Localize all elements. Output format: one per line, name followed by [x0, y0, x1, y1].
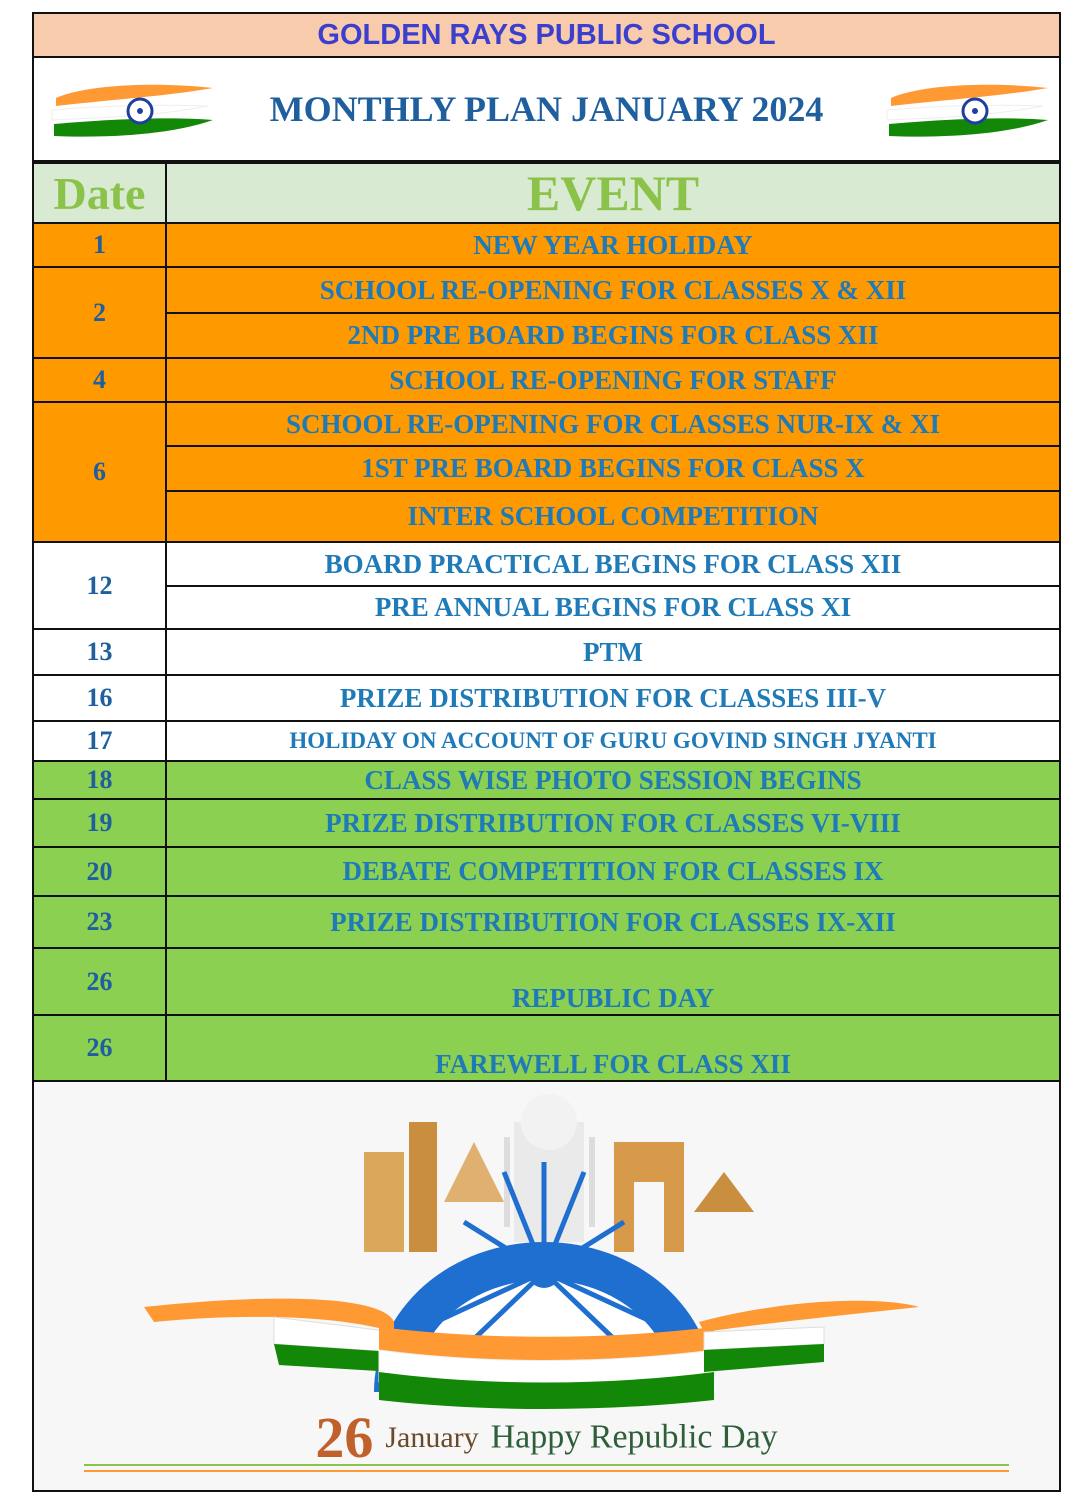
date-column-header: Date	[33, 163, 166, 223]
event-name: SCHOOL RE-OPENING FOR STAFF	[166, 358, 1060, 402]
indian-flag-brush-icon	[883, 76, 1053, 144]
event-table	[32, 162, 1061, 1082]
event-date: 13	[33, 629, 166, 675]
table-row	[33, 446, 1060, 491]
event-column-header: EVENT	[166, 163, 1060, 223]
table-row	[33, 799, 1060, 847]
event-name: BOARD PRACTICAL BEGINS FOR CLASS XII	[166, 542, 1060, 586]
table-row	[33, 675, 1060, 721]
table-row	[33, 629, 1060, 675]
table-row	[33, 721, 1060, 761]
table-row	[33, 313, 1060, 358]
event-date: 17	[33, 721, 166, 761]
table-row	[33, 948, 1060, 1015]
table-row	[33, 223, 1060, 267]
table-row	[33, 761, 1060, 799]
event-name: PRIZE DISTRIBUTION FOR CLASSES III-V	[166, 675, 1060, 721]
event-name: PRIZE DISTRIBUTION FOR CLASSES VI-VIII	[166, 799, 1060, 847]
event-name: PRIZE DISTRIBUTION FOR CLASSES IX-XII	[166, 896, 1060, 948]
event-name: INTER SCHOOL COMPETITION	[166, 491, 1060, 542]
caption-greeting: Happy Republic Day	[490, 1418, 778, 1456]
event-date: 6	[33, 402, 166, 542]
event-date: 1	[33, 223, 166, 267]
event-name: PTM	[166, 629, 1060, 675]
table-row	[33, 491, 1060, 542]
event-date: 12	[33, 542, 166, 629]
caption-month: January	[385, 1420, 479, 1454]
event-name: CLASS WISE PHOTO SESSION BEGINS	[166, 761, 1060, 799]
table-row	[33, 358, 1060, 402]
school-name-bar	[32, 12, 1061, 58]
event-name: REPUBLIC DAY	[166, 948, 1060, 1015]
table-row	[33, 896, 1060, 948]
event-date: 26	[33, 1015, 166, 1081]
table-header-row	[33, 163, 1060, 223]
event-name: 1ST PRE BOARD BEGINS FOR CLASS X	[166, 446, 1060, 491]
event-name: DEBATE COMPETITION FOR CLASSES IX	[166, 847, 1060, 896]
event-date: 18	[33, 761, 166, 799]
table-row	[33, 402, 1060, 446]
plan-title-bar	[32, 58, 1061, 162]
event-name: 2ND PRE BOARD BEGINS FOR CLASS XII	[166, 313, 1060, 358]
caption-day: 26	[315, 1405, 374, 1470]
event-date: 19	[33, 799, 166, 847]
table-row	[33, 267, 1060, 313]
event-name: FAREWELL FOR CLASS XII	[166, 1015, 1060, 1081]
event-date: 26	[33, 948, 166, 1015]
table-row	[33, 847, 1060, 896]
monthly-plan-sheet	[32, 12, 1061, 1492]
event-date: 4	[33, 358, 166, 402]
indian-flag-brush-icon	[48, 76, 218, 144]
event-name: SCHOOL RE-OPENING FOR CLASSES X & XII	[166, 267, 1060, 313]
republic-day-caption	[34, 1404, 1059, 1471]
event-date: 20	[33, 847, 166, 896]
event-date: 16	[33, 675, 166, 721]
plan-title: MONTHLY PLAN JANUARY 2024	[269, 89, 824, 129]
table-row	[33, 1015, 1060, 1081]
table-row	[33, 586, 1060, 629]
school-name: GOLDEN RAYS PUBLIC SCHOOL	[317, 18, 776, 51]
event-name: HOLIDAY ON ACCOUNT OF GURU GOVIND SINGH JYANTI	[166, 721, 1060, 761]
event-name: PRE ANNUAL BEGINS FOR CLASS XI	[166, 586, 1060, 629]
event-date: 23	[33, 896, 166, 948]
table-row	[33, 542, 1060, 586]
event-name: SCHOOL RE-OPENING FOR CLASSES NUR-IX & XI	[166, 402, 1060, 446]
republic-day-banner	[32, 1082, 1061, 1492]
event-date: 2	[33, 267, 166, 358]
event-name: NEW YEAR HOLIDAY	[166, 223, 1060, 267]
